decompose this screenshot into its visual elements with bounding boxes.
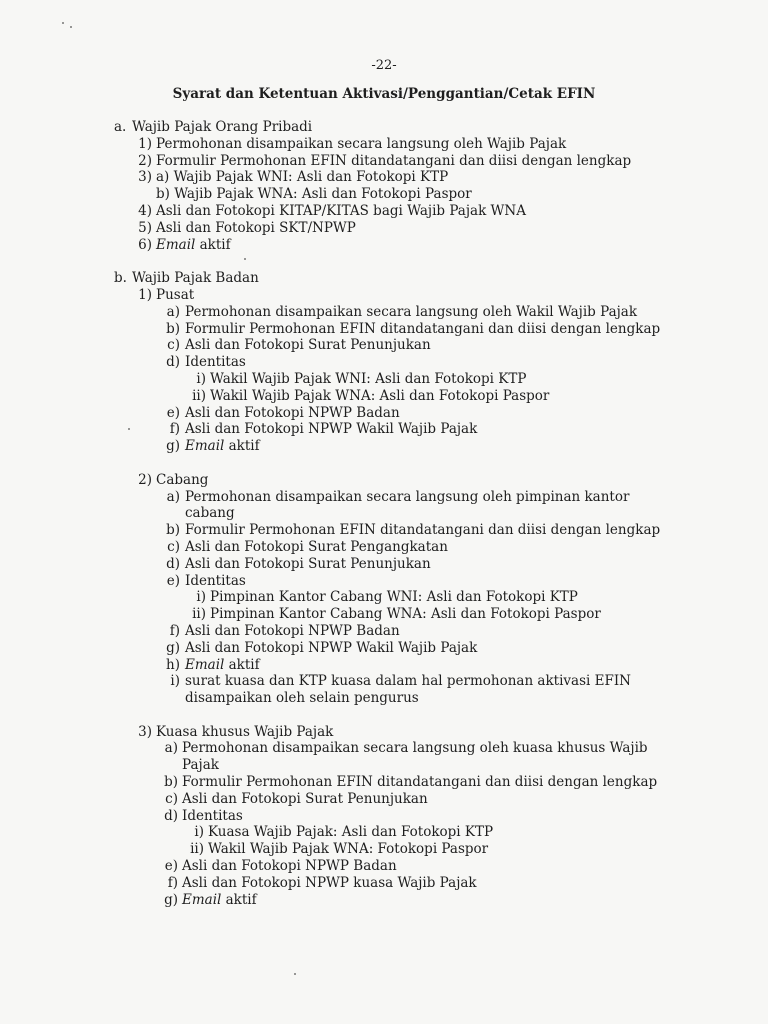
list-item: [114, 589, 674, 606]
list-marker: c): [167, 337, 180, 354]
list-item: [114, 740, 674, 757]
list-item: [114, 354, 674, 371]
list-item-text: Asli dan Fotokopi Surat Penunjukan: [182, 790, 428, 807]
list-item: [114, 824, 674, 841]
item-emphasis: Email: [185, 438, 225, 455]
list-marker: ii): [192, 387, 206, 404]
list-item: [114, 169, 674, 186]
list-item-text: Formulir Permohonan EFIN ditandatangani dan diisi dengan lengkap: [182, 774, 658, 791]
list-item-text: Permohonan disampaikan secara langsung oleh pimpinan kantor: [185, 488, 630, 505]
list-marker: i): [170, 673, 180, 690]
list-item: [114, 774, 674, 791]
list-marker: f): [167, 874, 178, 891]
list-item: [114, 791, 674, 808]
list-item: [114, 623, 674, 640]
list-marker: 3): [138, 169, 152, 186]
list-marker: 2): [138, 152, 152, 169]
list-item-text: aktif: [221, 891, 257, 908]
kuasa-items: [114, 740, 674, 908]
list-item: [114, 875, 674, 892]
list-item-text: b) Wajib Pajak WNA: Asli dan Fotokopi Paspor: [156, 186, 472, 203]
cabang-heading: 2) Cabang: [138, 471, 209, 488]
list-marker: 1): [138, 135, 152, 152]
list-item-text: Asli dan Fotokopi Surat Penunjukan: [185, 555, 431, 572]
list-marker: b): [166, 522, 180, 539]
list-item-text: Wakil Wajib Pajak WNA: Asli dan Fotokopi Paspor: [210, 387, 550, 404]
list-item: [114, 858, 674, 875]
item-emphasis: Email: [156, 236, 196, 253]
list-item: [114, 203, 674, 220]
list-item-text: Asli dan Fotokopi NPWP Wakil Wajib Pajak: [185, 421, 478, 438]
list-item-text: Pimpinan Kantor Cabang WNA: Asli dan Fotokopi Paspor: [210, 606, 601, 623]
list-marker: 5): [138, 219, 152, 236]
list-item-text: surat kuasa dan KTP kuasa dalam hal permohonan aktivasi EFIN: [185, 673, 631, 690]
list-item: [114, 489, 674, 506]
list-item-text: Pimpinan Kantor Cabang WNI: Asli dan Fotokopi KTP: [210, 589, 578, 606]
list-marker: b): [166, 320, 180, 337]
list-item-text: Identitas: [185, 572, 246, 589]
list-item-text: aktif: [224, 438, 260, 455]
cabang-items: [114, 489, 674, 707]
list-item: [114, 539, 674, 556]
list-marker: i): [196, 370, 206, 387]
list-item-text: Wakil Wajib Pajak WNA: Fotokopi Paspor: [208, 841, 489, 858]
list-item-text: aktif: [224, 656, 260, 673]
list-item: [114, 841, 674, 858]
list-marker: e): [166, 404, 180, 421]
list-item-text: Permohonan disampaikan secara langsung oleh kuasa khusus Wajib: [182, 740, 648, 757]
list-item: [114, 153, 674, 170]
list-marker: a): [164, 740, 178, 757]
scan-speck: [62, 22, 64, 24]
list-item: [114, 220, 674, 237]
list-item: [114, 606, 674, 623]
list-item-text: a) Wajib Pajak WNI: Asli dan Fotokopi KTP: [156, 169, 449, 186]
list-marker: 6): [138, 236, 152, 253]
list-marker: c): [165, 790, 178, 807]
scan-speck: [70, 26, 72, 28]
list-marker: 4): [138, 202, 152, 219]
list-item-text: Asli dan Fotokopi NPWP Wakil Wajib Pajak: [185, 639, 478, 656]
list-marker: f): [169, 421, 180, 438]
section-b-heading: b. Wajib Pajak Badan: [114, 270, 259, 287]
section-a-items: [114, 136, 674, 254]
page-title: Syarat dan Ketentuan Aktivasi/Penggantian/Cetak EFIN: [172, 86, 596, 102]
list-item-text: Asli dan Fotokopi Surat Pengangkatan: [185, 538, 448, 555]
list-item-text: Wakil Wajib Pajak WNI: Asli dan Fotokopi KTP: [210, 370, 527, 387]
list-item-text: Asli dan Fotokopi KITAP/KITAS bagi Wajib Pajak WNA: [156, 202, 526, 219]
item-emphasis: Email: [182, 891, 222, 908]
list-item: [114, 371, 674, 388]
list-item: [114, 522, 674, 539]
item-emphasis: Email: [185, 656, 225, 673]
list-item: [114, 556, 674, 573]
list-marker: c): [167, 538, 180, 555]
list-item-text: Asli dan Fotokopi SKT/NPWP: [156, 219, 356, 236]
pusat-heading: 1) Pusat: [138, 286, 195, 303]
list-item: [114, 136, 674, 153]
list-item-text: Formulir Permohonan EFIN ditandatangani dan diisi dengan lengkap: [185, 320, 661, 337]
list-item-text: Identitas: [185, 354, 246, 371]
list-item: [114, 237, 674, 254]
list-marker: d): [166, 354, 180, 371]
kuasa-heading: 3) Kuasa khusus Wajib Pajak: [138, 723, 334, 740]
list-marker: b): [164, 774, 178, 791]
list-item: [114, 304, 674, 321]
list-item-continuation: cabang: [185, 505, 235, 522]
list-item: [114, 640, 674, 657]
list-item-text: Asli dan Fotokopi NPWP Badan: [182, 858, 397, 875]
list-item-text: Kuasa Wajib Pajak: Asli dan Fotokopi KTP: [208, 824, 494, 841]
page-number: -22-: [371, 58, 397, 73]
list-marker: d): [164, 807, 178, 824]
list-marker: g): [164, 891, 178, 908]
list-item: [114, 421, 674, 438]
list-marker: a): [166, 488, 180, 505]
list-item: [114, 438, 674, 455]
list-marker: a): [166, 303, 180, 320]
list-item: [114, 657, 674, 674]
list-item-text: Asli dan Fotokopi NPWP Badan: [185, 404, 400, 421]
list-marker: ii): [190, 841, 204, 858]
list-item: [114, 388, 674, 405]
scan-speck: [294, 973, 296, 975]
list-item-text: Identitas: [182, 807, 243, 824]
list-item: [114, 673, 674, 690]
list-item-continuation: Pajak: [182, 757, 219, 774]
list-marker: e): [166, 572, 180, 589]
list-item: [114, 405, 674, 422]
list-item: [114, 337, 674, 354]
list-item-text: Asli dan Fotokopi Surat Penunjukan: [185, 337, 431, 354]
list-item: [114, 186, 674, 203]
list-item: [114, 321, 674, 338]
list-item-text: Formulir Permohonan EFIN ditandatangani dan diisi dengan lengkap: [156, 152, 632, 169]
list-item-text: Asli dan Fotokopi NPWP kuasa Wajib Pajak: [182, 874, 477, 891]
list-marker: e): [164, 858, 178, 875]
list-item: [114, 892, 674, 909]
list-marker: f): [169, 622, 180, 639]
list-item-text: Asli dan Fotokopi NPWP Badan: [185, 622, 400, 639]
requirements-list: [114, 119, 674, 908]
list-marker: d): [166, 555, 180, 572]
list-marker: ii): [192, 606, 206, 623]
list-marker: i): [194, 824, 204, 841]
list-marker: i): [196, 589, 206, 606]
list-marker: h): [166, 656, 180, 673]
list-marker: g): [166, 438, 180, 455]
list-item: [114, 808, 674, 825]
list-item-text: aktif: [195, 236, 231, 253]
list-item-text: Formulir Permohonan EFIN ditandatangani dan diisi dengan lengkap: [185, 522, 661, 539]
section-a-heading: a. Wajib Pajak Orang Pribadi: [114, 119, 313, 135]
list-item-text: Permohonan disampaikan secara langsung oleh Wakil Wajib Pajak: [185, 303, 638, 320]
list-item-text: Permohonan disampaikan secara langsung oleh Wajib Pajak: [156, 135, 567, 152]
list-item-continuation: disampaikan oleh selain pengurus: [185, 690, 419, 707]
pusat-items: [114, 304, 674, 455]
list-item: [114, 573, 674, 590]
list-marker: g): [166, 639, 180, 656]
